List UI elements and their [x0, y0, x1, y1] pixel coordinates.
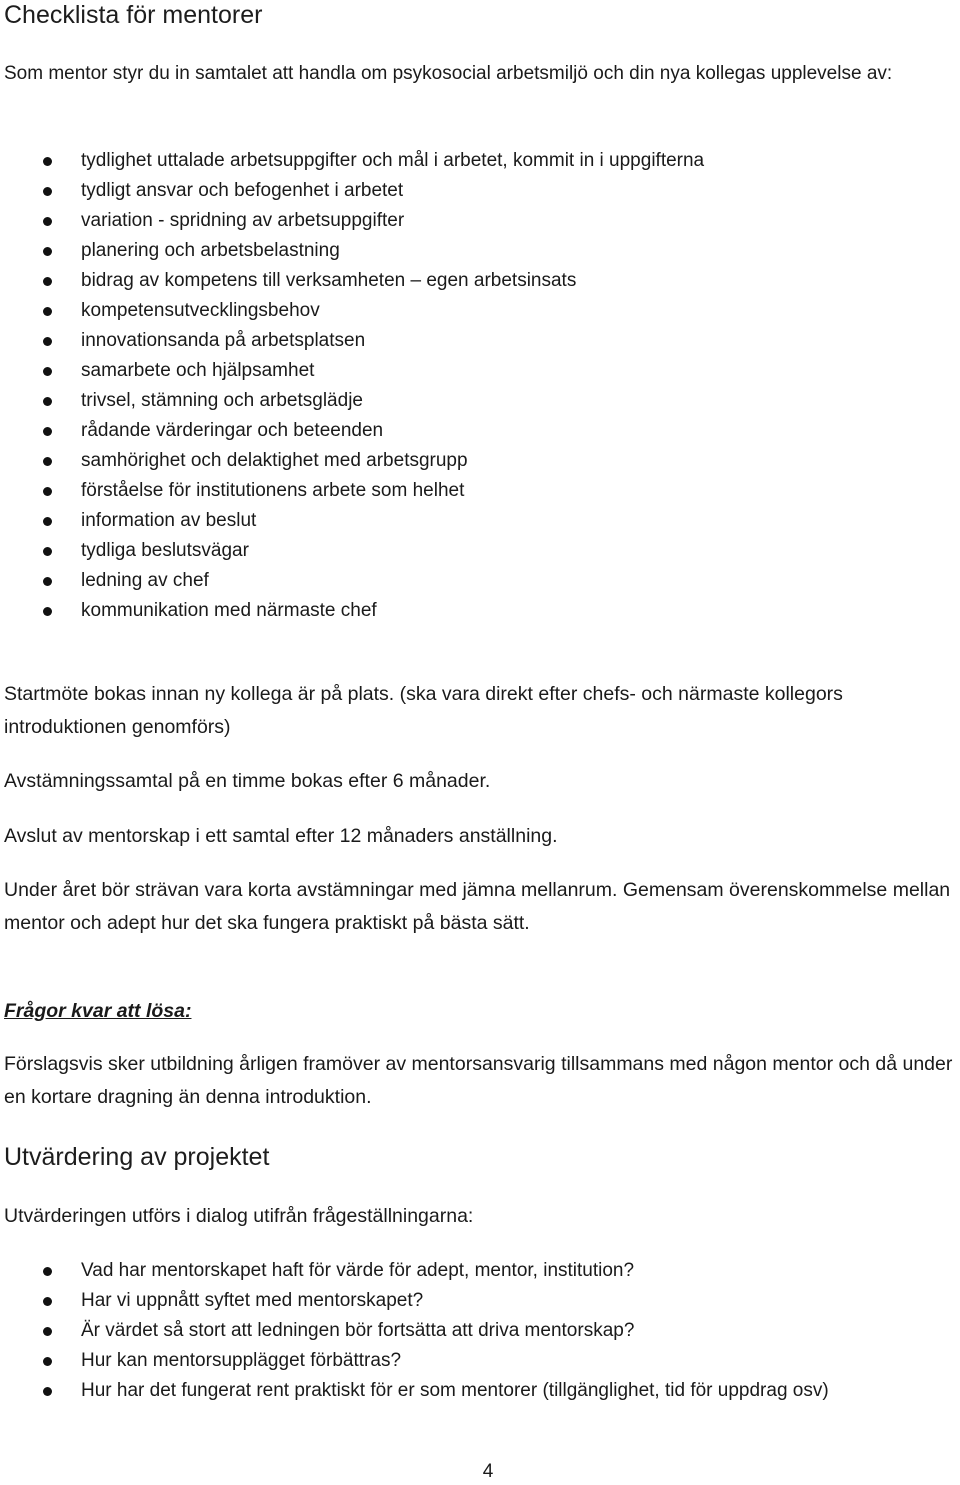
document-page: Checklista för mentorer Som mentor styr du in samtalet att handla om psykosocial arbetsmiljö och din nya kollegas upplevelse av: tydlighet uttalade arbetsuppgifter och mål i arbetet, kommit in i uppgifterna tydligt ansvar och befogenhet i arbetet variation - spridning av arbetsuppgifter planering och arbetsbelastning bidrag av kompetens till verksamheten – egen arbetsinsats kompetensutvecklingsbehov innovationsanda på arbetsplatsen samarbete och hjälpsamhet trivsel, stämning och arbetsglädje rådande värderingar och beteenden samhörighet och delaktighet med arbetsgrupp förståelse för institutionens arbete som helhet information av beslut tydliga beslutsvägar ledning av chef kommunikation med närmaste chef Startmöte bokas innan ny kollega är på plats. (ska vara direkt efter chefs- och närmaste kollegors introduktionen genomförs) Avstämningssamtal på en timme bokas efter 6 månader. Avslut av mentorskap i ett samtal efter 12 månaders anställning. Under året bör strävan vara korta avstämningar med jämna mellanrum. Gemensam överenskommelse mellan mentor och adept hur det ska fungera praktiskt på bästa sätt. Frågor kvar att lösa: Förslagsvis sker utbildning årligen framöver av mentorsansvarig tillsammans med någon mentor och då under en kortare dragning än denna introduktion. Utvärdering av projektet Utvärderingen utförs i dialog utifrån frågeställningarna: Vad har mentorskapet haft för värde för adept, mentor, institution? Har vi uppnått syftet med mentorskapet? Är värdet så stort att ledningen bör fortsätta att driva mentorskap? Hur kan mentorsupplägget förbättras? Hur har det fungerat rent praktiskt för er som mentorer (tillgänglighet, tid för uppdrag osv) 4 — [0, 0, 960, 1485]
bullet-icon — [43, 247, 52, 256]
open-questions-heading: Frågor kvar att lösa: — [4, 1000, 192, 1022]
bullet-icon — [43, 547, 52, 556]
bullet-icon — [43, 1267, 52, 1276]
bullet-icon — [43, 1387, 52, 1396]
bullet-icon — [43, 307, 52, 316]
bullet-icon — [43, 277, 52, 286]
bullet-icon — [43, 157, 52, 166]
under-aret-paragraph: Under året bör strävan vara korta avstämningar med jämna mellanrum. Gemensam överenskommelse mellan mentor och adept hur det ska fungera praktiskt på bästa sätt. — [4, 879, 951, 934]
checklist-title: Checklista för mentorer — [4, 1, 263, 29]
bullet-icon — [43, 607, 52, 616]
bullet-icon — [43, 577, 52, 586]
bullet-icon — [43, 1327, 52, 1336]
open-questions-text: Förslagsvis sker utbildning årligen framöver av mentorsansvarig tillsammans med någon mentor och då under en kortare dragning än denna introduktion. — [4, 1053, 953, 1108]
evaluation-intro: Utvärderingen utförs i dialog utifrån frågeställningarna: — [4, 1205, 474, 1227]
bullet-icon — [43, 397, 52, 406]
checklist-intro: Som mentor styr du in samtalet att handla om psykosocial arbetsmiljö och din nya kollegas upplevelse av: — [4, 63, 893, 84]
bullet-icon — [43, 187, 52, 196]
page-number: 4 — [482, 1461, 494, 1482]
startmote-paragraph: Startmöte bokas innan ny kollega är på plats. (ska vara direkt efter chefs- och närmaste kollegors introduktionen genomförs) — [4, 683, 843, 738]
bullet-icon — [43, 1357, 52, 1366]
bullet-icon — [43, 217, 52, 226]
bullet-icon — [43, 367, 52, 376]
avslut-paragraph: Avslut av mentorskap i ett samtal efter 12 månaders anställning. — [4, 825, 558, 847]
bullet-icon — [43, 427, 52, 436]
bullet-icon — [43, 1297, 52, 1306]
bullet-icon — [43, 457, 52, 466]
bullet-icon — [43, 517, 52, 526]
avstamning-paragraph: Avstämningssamtal på en timme bokas efter 6 månader. — [4, 770, 491, 792]
bullet-icon — [43, 487, 52, 496]
bullet-icon — [43, 337, 52, 346]
evaluation-title: Utvärdering av projektet — [4, 1143, 270, 1171]
